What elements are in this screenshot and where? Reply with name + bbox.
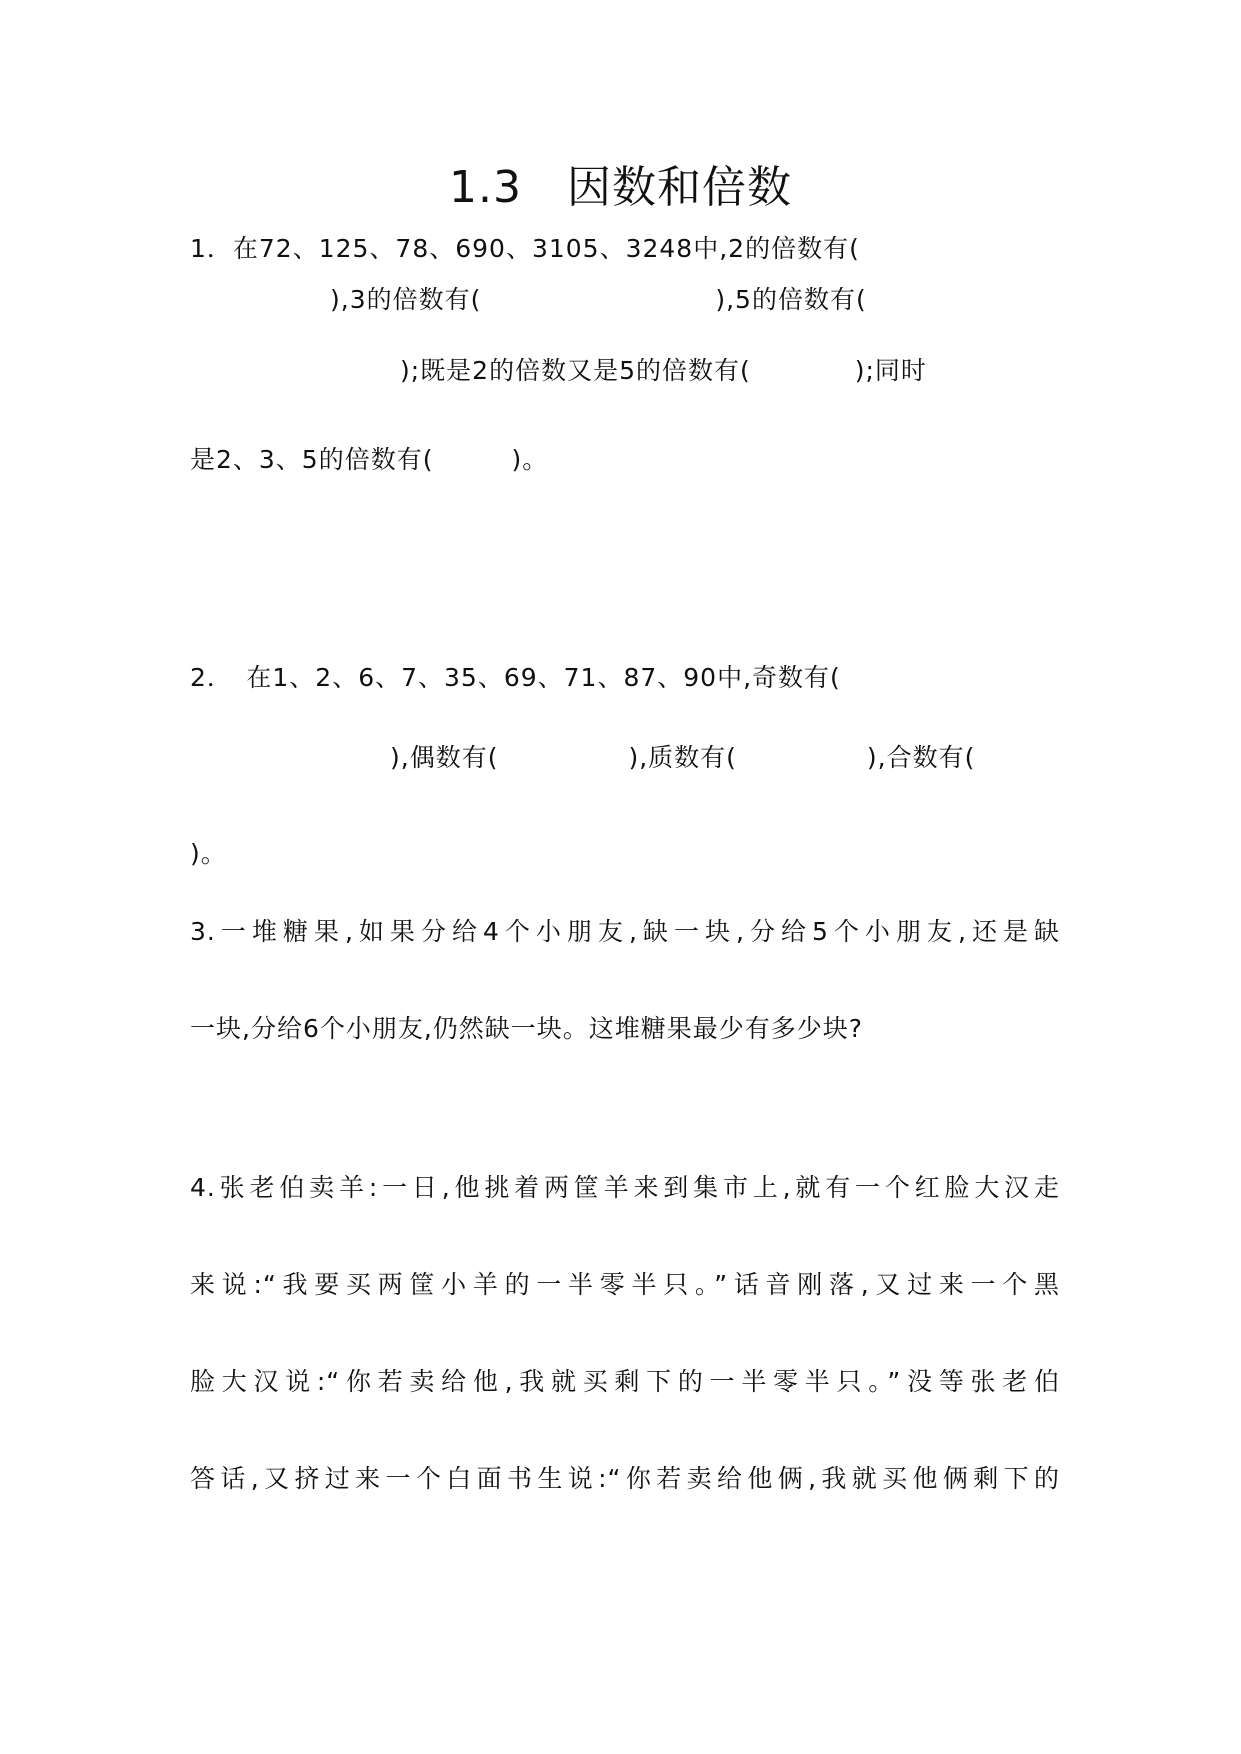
question-2-line-3: )。 [190,839,227,868]
question-4-line-4: 答话,又挤过来一个白面书生说:“你若卖给他俩,我就买他俩剩下的 [190,1464,1060,1493]
question-2-line-1: 2． 在1、2、6、7、35、69、71、87、90中,奇数有( [190,663,841,692]
question-1-line-3: );既是2的倍数又是5的倍数有( );同时 [400,356,927,385]
question-3-line-2: 一块,分给6个小朋友,仍然缺一块。这堆糖果最少有多少块? [190,1014,864,1043]
question-4-line-2: 来说:“我要买两筐小羊的一半零半只。”话音刚落,又过来一个黑 [190,1270,1060,1299]
question-1-line-1: 1．在72、125、78、690、3105、3248中,2的倍数有( [190,234,860,263]
question-3-line-1: 3.一堆糖果,如果分给4个小朋友,缺一块,分给5个小朋友,还是缺 [190,917,1060,946]
question-1-line-4: 是2、3、5的倍数有( )。 [190,445,549,474]
question-1-line-2: ),3的倍数有( ),5的倍数有( [330,285,867,314]
page-title: 1.3 因数和倍数 [449,162,792,213]
question-4-line-1: 4.张老伯卖羊:一日,他挑着两筐羊来到集市上,就有一个红脸大汉走 [190,1173,1060,1202]
question-4-line-3: 脸大汉说:“你若卖给他,我就买剩下的一半零半只。”没等张老伯 [190,1367,1060,1396]
question-2-line-2: ),偶数有( ),质数有( ),合数有( [390,743,976,772]
